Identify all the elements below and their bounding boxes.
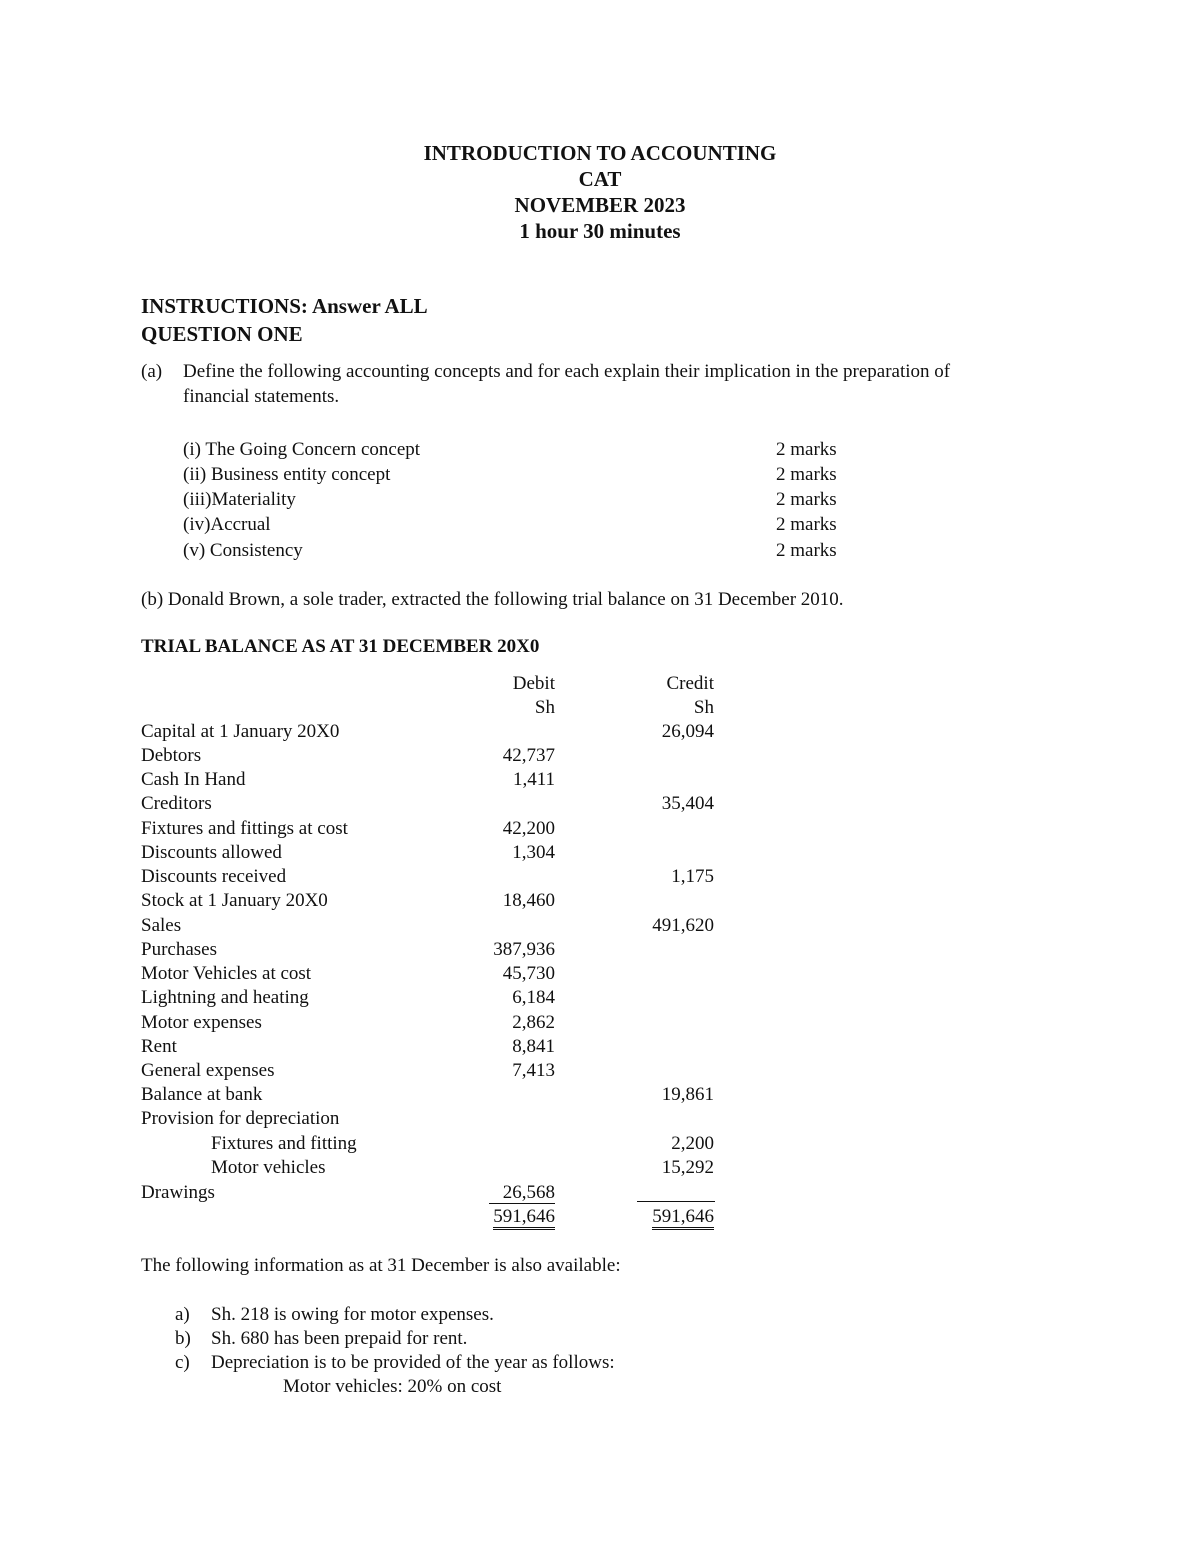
table-row-label: General expenses — [141, 1060, 275, 1081]
credit-header: Credit — [666, 673, 714, 694]
table-row-credit: 1,175 — [671, 866, 714, 887]
table-row-label: Purchases — [141, 939, 217, 960]
total-credit-value: 591,646 — [652, 1206, 714, 1230]
concept-marks: 2 marks — [776, 464, 837, 485]
table-row-debit: 1,304 — [512, 842, 555, 863]
exam-duration: 1 hour 30 minutes — [519, 219, 681, 243]
table-row-debit: 18,460 — [502, 890, 555, 911]
table-row-label: Motor vehicles — [211, 1157, 326, 1178]
part-a-label: (a) — [141, 361, 163, 382]
concept-marks: 2 marks — [776, 514, 837, 535]
table-row-credit: 19,861 — [661, 1084, 714, 1105]
table-row-label: Sales — [141, 915, 182, 936]
credit-subtotal-rule — [637, 1201, 715, 1202]
instructions: INSTRUCTIONS: Answer ALL — [141, 294, 428, 318]
part-a-text-continued: financial statements. — [183, 386, 340, 407]
table-row-label: Discounts received — [141, 866, 287, 887]
table-row-label: Drawings — [141, 1182, 215, 1203]
list-item-marker: a) — [175, 1304, 190, 1325]
concept-label: (v) Consistency — [183, 540, 303, 561]
table-row-debit: 7,413 — [512, 1060, 555, 1081]
table-row-debit: 1,411 — [512, 769, 555, 790]
document-title: INTRODUCTION TO ACCOUNTING — [423, 141, 777, 165]
total-debit — [455, 1206, 555, 1228]
part-a-text: Define the following accounting concepts and for each explain their implication in the preparation of — [183, 361, 951, 382]
list-item-text: Depreciation is to be provided of the year as follows: — [211, 1352, 615, 1373]
concept-label: (i) The Going Concern concept — [183, 439, 421, 460]
list-item-text: Sh. 218 is owing for motor expenses. — [211, 1304, 494, 1325]
table-row-label: Provision for depreciation — [141, 1108, 340, 1129]
document-subtitle: CAT — [578, 167, 622, 191]
table-row-credit: 15,292 — [661, 1157, 714, 1178]
table-row-label: Rent — [141, 1036, 177, 1057]
table-row-debit: 2,862 — [512, 1012, 555, 1033]
table-row-label: Cash In Hand — [141, 769, 246, 790]
total-credit — [614, 1206, 714, 1228]
table-row-label: Motor expenses — [141, 1012, 262, 1033]
table-row-credit: 2,200 — [671, 1133, 714, 1154]
table-row-label: Creditors — [141, 793, 212, 814]
trial-balance-title: TRIAL BALANCE AS AT 31 DECEMBER 20X0 — [141, 636, 540, 657]
concept-marks: 2 marks — [776, 489, 837, 510]
table-row-credit: 35,404 — [661, 793, 714, 814]
exam-date: NOVEMBER 2023 — [514, 193, 686, 217]
debit-header: Debit — [512, 673, 555, 694]
table-row-label: Lightning and heating — [141, 987, 309, 1008]
table-row-label: Fixtures and fittings at cost — [141, 818, 348, 839]
table-row-credit: 491,620 — [652, 915, 714, 936]
table-row-debit — [455, 1182, 555, 1204]
concept-marks: 2 marks — [776, 439, 837, 460]
table-row-label: Capital at 1 January 20X0 — [141, 721, 340, 742]
additional-info-sub-item: Motor vehicles: 20% on cost — [283, 1376, 502, 1397]
additional-info-intro: The following information as at 31 December is also available: — [141, 1255, 621, 1276]
table-row-label: Stock at 1 January 20X0 — [141, 890, 328, 911]
table-row-debit: 45,730 — [502, 963, 555, 984]
table-row-label: Debtors — [141, 745, 202, 766]
table-row-label: Balance at bank — [141, 1084, 263, 1105]
list-item-marker: c) — [175, 1352, 190, 1373]
credit-currency: Sh — [693, 697, 714, 718]
table-row-debit: 387,936 — [493, 939, 555, 960]
list-item-text: Sh. 680 has been prepaid for rent. — [211, 1328, 468, 1349]
table-row-label: Motor Vehicles at cost — [141, 963, 312, 984]
concept-label: (ii) Business entity concept — [183, 464, 391, 485]
part-b-text: (b) Donald Brown, a sole trader, extracted the following trial balance on 31 December 2010. — [141, 589, 844, 610]
concept-marks: 2 marks — [776, 540, 837, 561]
table-row-debit: 42,737 — [502, 745, 555, 766]
total-debit-value: 591,646 — [493, 1206, 555, 1230]
concept-label: (iii)Materiality — [183, 489, 296, 510]
table-row-debit: 6,184 — [512, 987, 555, 1008]
table-row-debit: 42,200 — [502, 818, 555, 839]
table-row-label: Fixtures and fitting — [211, 1133, 357, 1154]
question-title: QUESTION ONE — [141, 322, 303, 346]
concept-label: (iv)Accrual — [183, 514, 271, 535]
list-item-marker: b) — [175, 1328, 191, 1349]
table-row-label: Discounts allowed — [141, 842, 282, 863]
debit-currency: Sh — [534, 697, 555, 718]
table-row-debit-value: 26,568 — [489, 1182, 555, 1204]
table-row-debit: 8,841 — [512, 1036, 555, 1057]
table-row-credit: 26,094 — [661, 721, 714, 742]
